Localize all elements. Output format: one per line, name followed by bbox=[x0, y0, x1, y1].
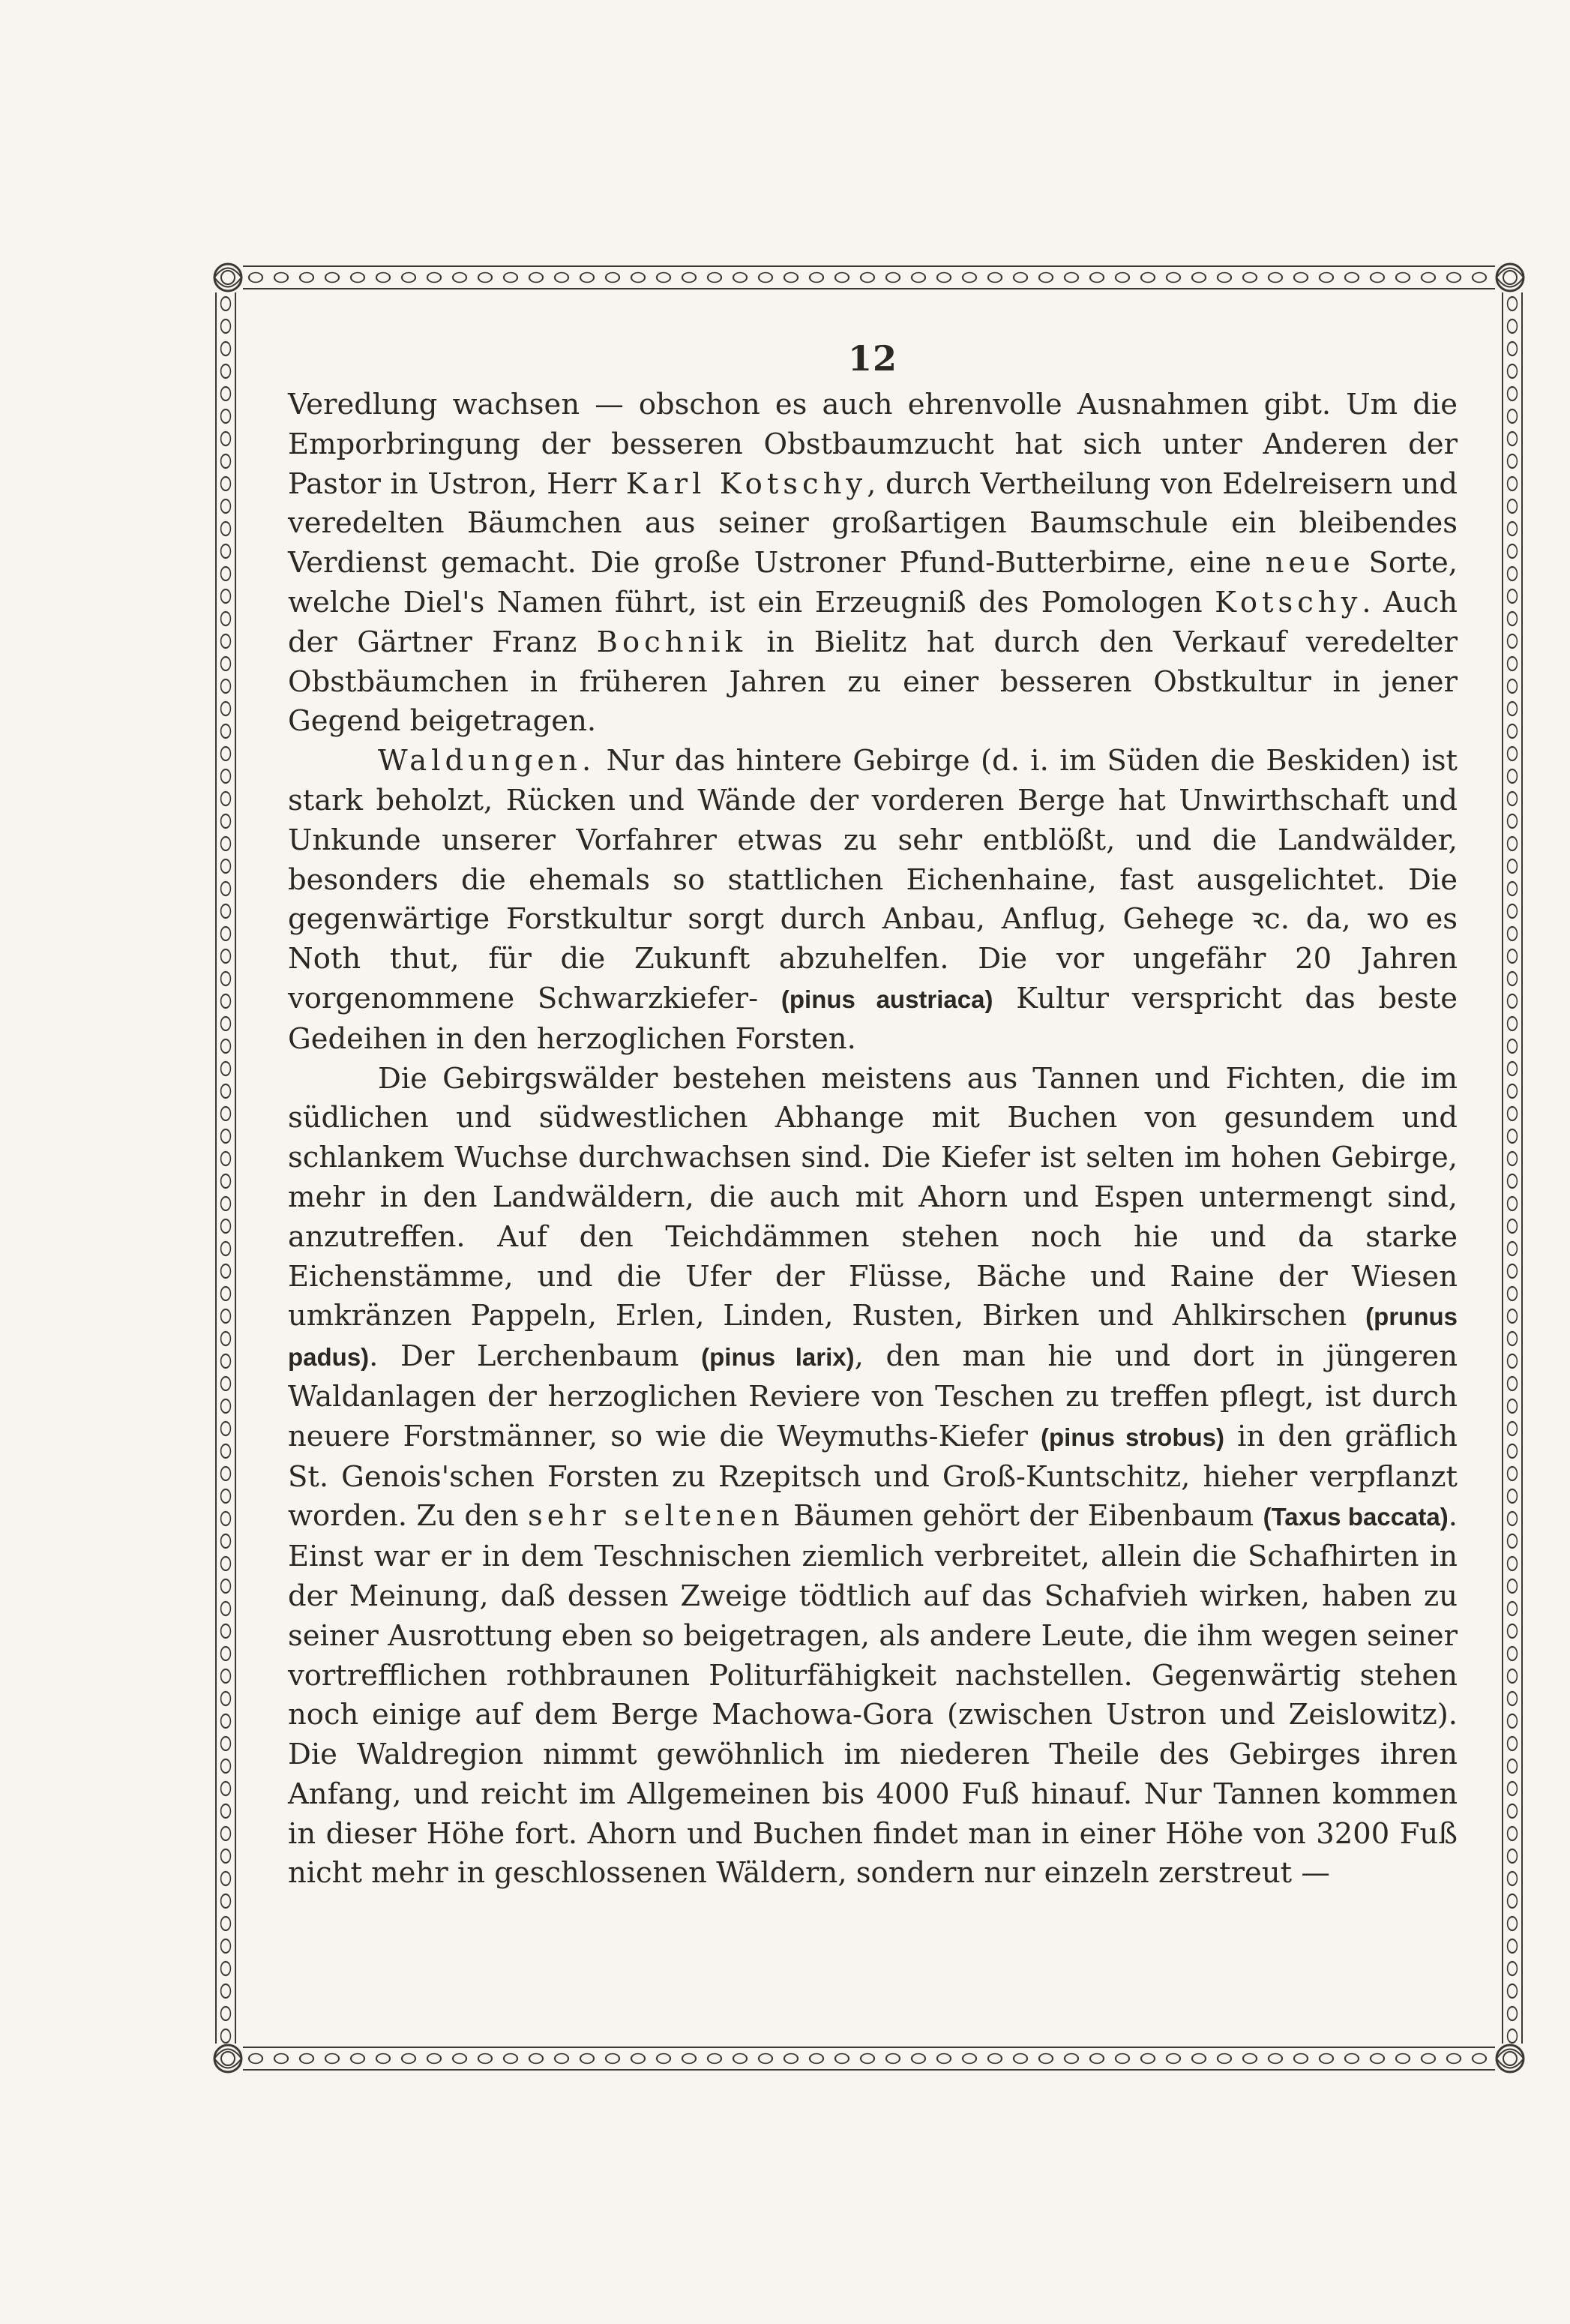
border-left-ornament bbox=[213, 292, 238, 2044]
page-number: 12 bbox=[847, 338, 897, 379]
paragraph-text: in Bielitz hat durch den Verkauf veredelter Obstbäumchen in früheren Jahren zu einer besseren Obstkultur in jener Gegend beigetragen. bbox=[288, 625, 1458, 739]
paragraph-text: . Der Lerchenbaum bbox=[369, 1339, 702, 1374]
paragraph-text: Nur das hintere Gebirge (d. i. im Süden die Beskiden) ist stark beholzt, Rücken und Wände der vorderen Berge hat Unwirthschaft und Unkunde unserer Vorfahrer etwas zu sehr entblößt, und die Landwälder, besonders die ehemals so stattlichen Eichenhaine, fast ausgelichtet. Die gegenwärtige Forstkultur sorgt durch Anbau, Anflug, Gehege ꝛc. da, wo es Noth thut, für die Zukunft abzuhelfen. Die vor ungefähr 20 Jahren vorgenommene Schwarzkiefer- bbox=[288, 744, 1458, 1015]
ornamental-page-border bbox=[213, 262, 1525, 2074]
border-right-ornament bbox=[1500, 292, 1525, 2044]
paragraph-text: . Auch der Gärtner Franz bbox=[288, 585, 1458, 659]
corner-flourish-icon bbox=[205, 255, 250, 300]
latin-botanical-name: (Taxus baccata) bbox=[1263, 1503, 1449, 1531]
paragraph-text: Kultur verspricht das beste Gedeihen in den herzoglichen Forsten. bbox=[288, 981, 1458, 1056]
body-paragraph bbox=[288, 385, 1458, 742]
border-bottom-ornament bbox=[243, 2044, 1495, 2074]
paragraph-text: Sorte, welche Diel's Namen führt, ist ein Erzeugniß des Pomologen bbox=[288, 546, 1458, 619]
emphasized-text: Kotschy bbox=[1215, 585, 1362, 619]
body-paragraph bbox=[288, 742, 1458, 1059]
latin-botanical-name: (pinus larix) bbox=[701, 1343, 855, 1372]
corner-flourish-icon bbox=[1488, 255, 1533, 300]
emphasized-text: Bochnik bbox=[596, 625, 747, 659]
latin-botanical-name: (prunus padus) bbox=[288, 1303, 1458, 1372]
emphasized-text: Waldungen. bbox=[378, 744, 596, 778]
page-body bbox=[288, 337, 1458, 1894]
paragraph-text: , durch Vertheilung von Edelreisern und veredelten Bäumchen aus seiner großartigen Baumschule ein bleibendes Verdienst gemacht. Die große Ustroner Pfund-Butterbirne, eine bbox=[288, 466, 1458, 580]
corner-flourish-icon bbox=[205, 2036, 250, 2081]
paragraph-text: . Einst war er in dem Teschnischen ziemlich verbreitet, allein die Schafhirten in der Meinung, daß dessen Zweige tödtlich auf das Schafvieh wirken, haben zu seiner Ausrottung eben so beigetragen, als andere Leute, die ihm wegen seiner vortrefflichen rothbraunen Politurfähigkeit nachstellen. Gegenwärtig stehen noch einige auf dem Berge Machowa-Gora (zwischen Ustron und Zeislowitz). Die Waldregion nimmt gewöhnlich im niederen Theile des Gebirges ihren Anfang, und reicht im Allgemeinen bis 4000 Fuß hinauf. Nur Tannen kommen in dieser Höhe fort. Ahorn und Buchen findet man in einer Höhe von 3200 Fuß nicht mehr in geschlossenen Wäldern, sondern nur einzeln zerstreut — bbox=[288, 1499, 1458, 1891]
paragraph-text: Bäumen gehört der Eibenbaum bbox=[784, 1499, 1263, 1534]
paragraph-text: in den gräflich St. Genois'schen Forsten zu Rzepitsch und Groß-Kuntschitz, hieher verpflanzt worden. Zu den bbox=[288, 1419, 1458, 1534]
border-top-ornament bbox=[243, 262, 1495, 292]
latin-botanical-name: (pinus strobus) bbox=[1040, 1423, 1225, 1451]
paragraph-list bbox=[288, 385, 1458, 1894]
body-paragraph bbox=[288, 1060, 1458, 1894]
latin-botanical-name: (pinus austriaca) bbox=[781, 985, 993, 1013]
emphasized-text: Karl Kotschy bbox=[625, 466, 867, 501]
paragraph-text: Die Gebirgswälder bestehen meistens aus Tannen und Fichten, die im südlichen und südwestlichen Abhange mit Buchen von gesundem und schlankem Wuchse durchwachsen sind. Die Kiefer ist selten im hohen Gebirge, mehr in den Landwäldern, die auch mit Ahorn und Espen untermengt sind, anzutreffen. Auf den Teichdämmen stehen noch hie und da starke Eichenstämme, und die Ufer der Flüsse, Bäche und Raine der Wiesen umkränzen Pappeln, Erlen, Linden, Rusten, Birken und Ahlkirschen bbox=[288, 1061, 1458, 1333]
paragraph-text: Veredlung wachsen — obschon es auch ehrenvolle Ausnahmen gibt. Um die Emporbringung der besseren Obstbaumzucht hat sich unter Anderen der Pastor in Ustron, Herr bbox=[288, 388, 1458, 501]
paragraph-text: , den man hie und dort in jüngeren Waldanlagen der herzoglichen Reviere von Teschen zu treffen pflegt, ist durch neuere Forstmänner, so wie die Weymuths-Kiefer bbox=[288, 1339, 1458, 1453]
emphasized-text: sehr seltenen bbox=[528, 1499, 784, 1534]
emphasized-text: neue bbox=[1265, 546, 1355, 580]
corner-flourish-icon bbox=[1488, 2036, 1533, 2081]
